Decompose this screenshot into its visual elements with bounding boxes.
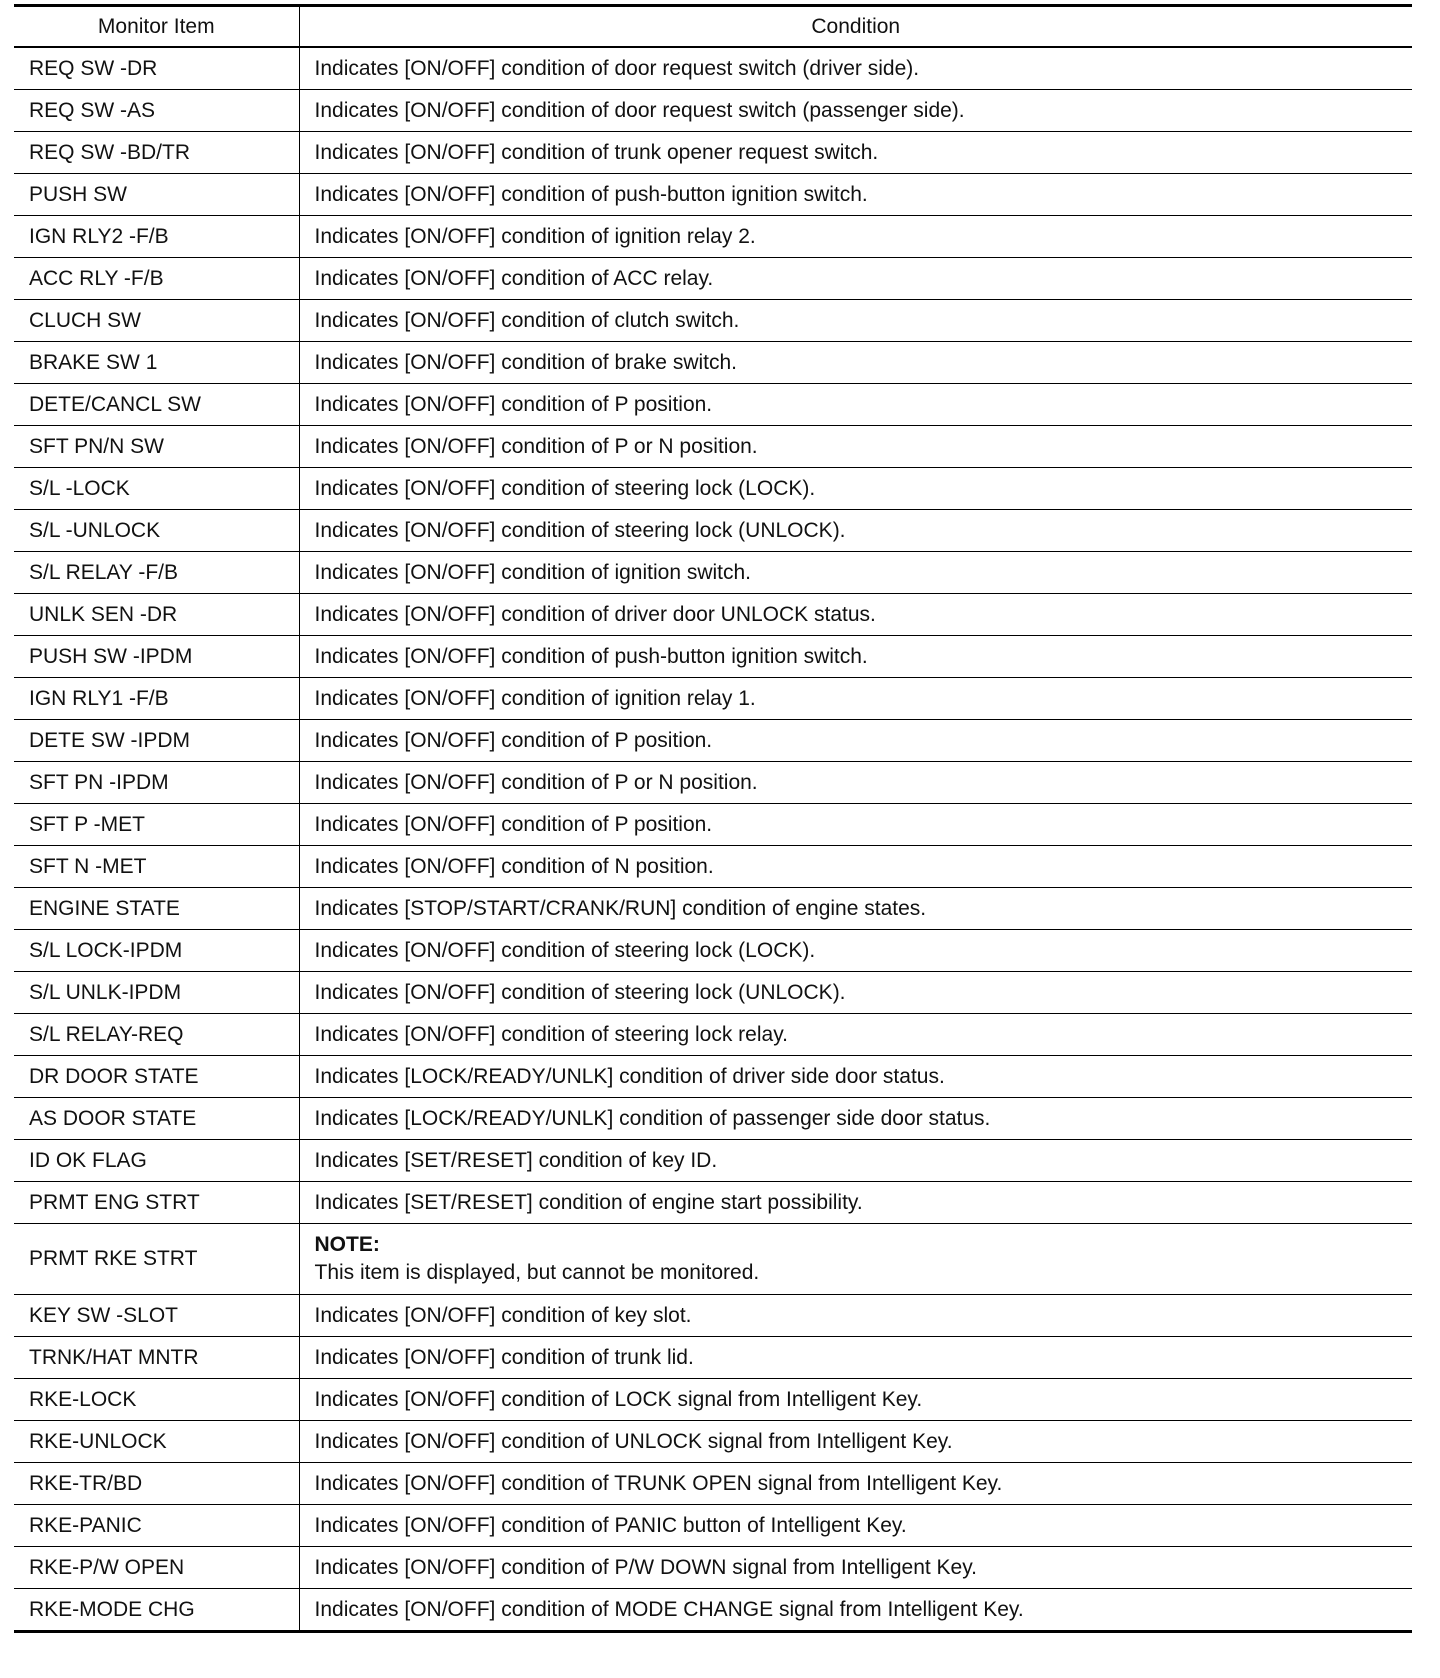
table-body <box>14 47 1412 1632</box>
condition-cell: Indicates [ON/OFF] condition of steering lock (LOCK). <box>299 468 1412 510</box>
table-row <box>14 300 1412 342</box>
condition-cell: Indicates [ON/OFF] condition of steering lock relay. <box>299 1014 1412 1056</box>
monitor-item-cell: RKE-LOCK <box>14 1379 299 1421</box>
condition-cell: Indicates [ON/OFF] condition of TRUNK OPEN signal from Intelligent Key. <box>299 1463 1412 1505</box>
table-row <box>14 846 1412 888</box>
monitor-item-cell: RKE-PANIC <box>14 1505 299 1547</box>
condition-cell: Indicates [ON/OFF] condition of PANIC button of Intelligent Key. <box>299 1505 1412 1547</box>
note-text: This item is displayed, but cannot be monitored. <box>314 1261 760 1284</box>
condition-cell: Indicates [ON/OFF] condition of door request switch (driver side). <box>314 56 920 80</box>
condition-cell: Indicates [ON/OFF] condition of MODE CHANGE signal from Intelligent Key. <box>299 1589 1412 1632</box>
table-row <box>14 1098 1412 1140</box>
condition-cell: Indicates [ON/OFF] condition of ignition switch. <box>299 552 1412 594</box>
table-row <box>14 762 1412 804</box>
table-row <box>14 1295 1412 1337</box>
monitor-item-cell: TRNK/HAT MNTR <box>14 1337 299 1379</box>
table-row <box>14 636 1412 678</box>
monitor-item-cell: SFT N -MET <box>14 846 299 888</box>
monitor-item-cell: SFT PN/N SW <box>14 426 299 468</box>
table-row <box>14 804 1412 846</box>
table-row <box>14 47 1412 90</box>
header-monitor-item: Monitor Item <box>14 6 299 48</box>
condition-cell: Indicates [ON/OFF] condition of P/W DOWN signal from Intelligent Key. <box>299 1547 1412 1589</box>
table-row <box>14 720 1412 762</box>
condition-cell: Indicates [ON/OFF] condition of ACC relay. <box>299 258 1412 300</box>
condition-cell: Indicates [LOCK/READY/UNLK] condition of passenger side door status. <box>299 1098 1412 1140</box>
table-row <box>14 888 1412 930</box>
monitor-item-cell: CLUCH SW <box>14 300 299 342</box>
table-row <box>14 510 1412 552</box>
table-row <box>14 216 1412 258</box>
table-header-row <box>14 6 1412 48</box>
table-row <box>14 132 1412 174</box>
table-row <box>14 1014 1412 1056</box>
monitor-item-cell: REQ SW -DR <box>14 47 299 90</box>
monitor-item-cell: PRMT RKE STRT <box>14 1224 299 1295</box>
monitor-item-cell: PRMT ENG STRT <box>14 1182 299 1224</box>
table-row <box>14 1056 1412 1098</box>
condition-cell: Indicates [ON/OFF] condition of steering lock (UNLOCK). <box>299 510 1412 552</box>
monitor-item-cell: REQ SW -BD/TR <box>14 132 299 174</box>
monitor-item-cell: IGN RLY2 -F/B <box>14 216 299 258</box>
monitor-item-cell: ID OK FLAG <box>14 1140 299 1182</box>
condition-cell: Indicates [ON/OFF] condition of key slot. <box>299 1295 1412 1337</box>
table-row <box>14 426 1412 468</box>
monitor-item-cell: REQ SW -AS <box>14 90 299 132</box>
condition-cell: Indicates [ON/OFF] condition of steering lock (UNLOCK). <box>299 972 1412 1014</box>
condition-cell: Indicates [LOCK/READY/UNLK] condition of driver side door status. <box>299 1056 1412 1098</box>
monitor-item-cell: DETE SW -IPDM <box>14 720 299 762</box>
monitor-item-cell: RKE-TR/BD <box>14 1463 299 1505</box>
condition-cell: Indicates [ON/OFF] condition of ignition relay 1. <box>299 678 1412 720</box>
condition-cell: Indicates [ON/OFF] condition of push-button ignition switch. <box>299 636 1412 678</box>
note-label: NOTE: <box>314 1233 380 1256</box>
monitor-item-cell: KEY SW -SLOT <box>14 1295 299 1337</box>
table-row <box>14 1463 1412 1505</box>
condition-cell: Indicates [ON/OFF] condition of P or N position. <box>299 426 1412 468</box>
condition-cell: Indicates [ON/OFF] condition of ignition relay 2. <box>299 216 1412 258</box>
monitor-item-cell: AS DOOR STATE <box>14 1098 299 1140</box>
table-row <box>14 678 1412 720</box>
monitor-item-cell: UNLK SEN -DR <box>14 594 299 636</box>
condition-cell: Indicates [ON/OFF] condition of P position. <box>299 804 1412 846</box>
table-row <box>14 342 1412 384</box>
condition-note-cell <box>299 1224 1412 1295</box>
condition-cell: Indicates [ON/OFF] condition of steering lock (LOCK). <box>299 930 1412 972</box>
table-row <box>14 1182 1412 1224</box>
table-row <box>14 972 1412 1014</box>
monitor-item-cell: S/L LOCK-IPDM <box>14 930 299 972</box>
monitor-item-cell: IGN RLY1 -F/B <box>14 678 299 720</box>
condition-cell: Indicates [ON/OFF] condition of trunk opener request switch. <box>299 132 1412 174</box>
monitor-item-cell: SFT PN -IPDM <box>14 762 299 804</box>
table-row <box>14 174 1412 216</box>
monitor-item-cell: PUSH SW -IPDM <box>14 636 299 678</box>
table-row <box>14 1589 1412 1632</box>
condition-cell: Indicates [ON/OFF] condition of clutch switch. <box>299 300 1412 342</box>
monitor-item-cell: DETE/CANCL SW <box>14 384 299 426</box>
monitor-item-cell: PUSH SW <box>14 174 299 216</box>
monitor-item-cell: RKE-P/W OPEN <box>14 1547 299 1589</box>
table-row <box>14 930 1412 972</box>
table-row <box>14 384 1412 426</box>
table-row <box>14 468 1412 510</box>
table-row <box>14 1140 1412 1182</box>
table-row <box>14 90 1412 132</box>
table-row <box>14 1337 1412 1379</box>
table-row <box>14 1224 1412 1295</box>
condition-cell: Indicates [STOP/START/CRANK/RUN] condition of engine states. <box>299 888 1412 930</box>
table-row <box>14 594 1412 636</box>
monitor-item-cell: RKE-MODE CHG <box>14 1589 299 1632</box>
monitor-item-cell: RKE-UNLOCK <box>14 1421 299 1463</box>
monitor-item-cell: S/L UNLK-IPDM <box>14 972 299 1014</box>
monitor-item-cell: S/L RELAY -F/B <box>14 552 299 594</box>
condition-cell: Indicates [ON/OFF] condition of door request switch (passenger side). <box>299 90 1412 132</box>
condition-cell: Indicates [SET/RESET] condition of key ID. <box>299 1140 1412 1182</box>
monitor-item-cell: ACC RLY -F/B <box>14 258 299 300</box>
table-row <box>14 1421 1412 1463</box>
table-row <box>14 1379 1412 1421</box>
table-row <box>14 1505 1412 1547</box>
condition-cell: Indicates [ON/OFF] condition of P or N position. <box>299 762 1412 804</box>
monitor-item-cell: BRAKE SW 1 <box>14 342 299 384</box>
monitor-item-table <box>14 4 1412 1633</box>
condition-cell: Indicates [ON/OFF] condition of P position. <box>299 384 1412 426</box>
monitor-item-cell: SFT P -MET <box>14 804 299 846</box>
condition-cell: Indicates [ON/OFF] condition of driver door UNLOCK status. <box>299 594 1412 636</box>
condition-cell: Indicates [ON/OFF] condition of trunk lid. <box>299 1337 1412 1379</box>
condition-cell: Indicates [ON/OFF] condition of push-button ignition switch. <box>299 174 1412 216</box>
table-row <box>14 1547 1412 1589</box>
monitor-item-cell: S/L -LOCK <box>14 468 299 510</box>
table-row <box>14 552 1412 594</box>
condition-cell: Indicates [ON/OFF] condition of LOCK signal from Intelligent Key. <box>299 1379 1412 1421</box>
monitor-item-cell: ENGINE STATE <box>14 888 299 930</box>
monitor-item-cell: DR DOOR STATE <box>14 1056 299 1098</box>
condition-cell: Indicates [ON/OFF] condition of P position. <box>299 720 1412 762</box>
monitor-item-cell: S/L -UNLOCK <box>14 510 299 552</box>
condition-cell: Indicates [ON/OFF] condition of UNLOCK signal from Intelligent Key. <box>299 1421 1412 1463</box>
condition-cell: Indicates [SET/RESET] condition of engine start possibility. <box>299 1182 1412 1224</box>
header-condition: Condition <box>299 6 1412 48</box>
condition-cell: Indicates [ON/OFF] condition of brake switch. <box>299 342 1412 384</box>
condition-cell: Indicates [ON/OFF] condition of N position. <box>299 846 1412 888</box>
table-row <box>14 258 1412 300</box>
monitor-item-cell: S/L RELAY-REQ <box>14 1014 299 1056</box>
